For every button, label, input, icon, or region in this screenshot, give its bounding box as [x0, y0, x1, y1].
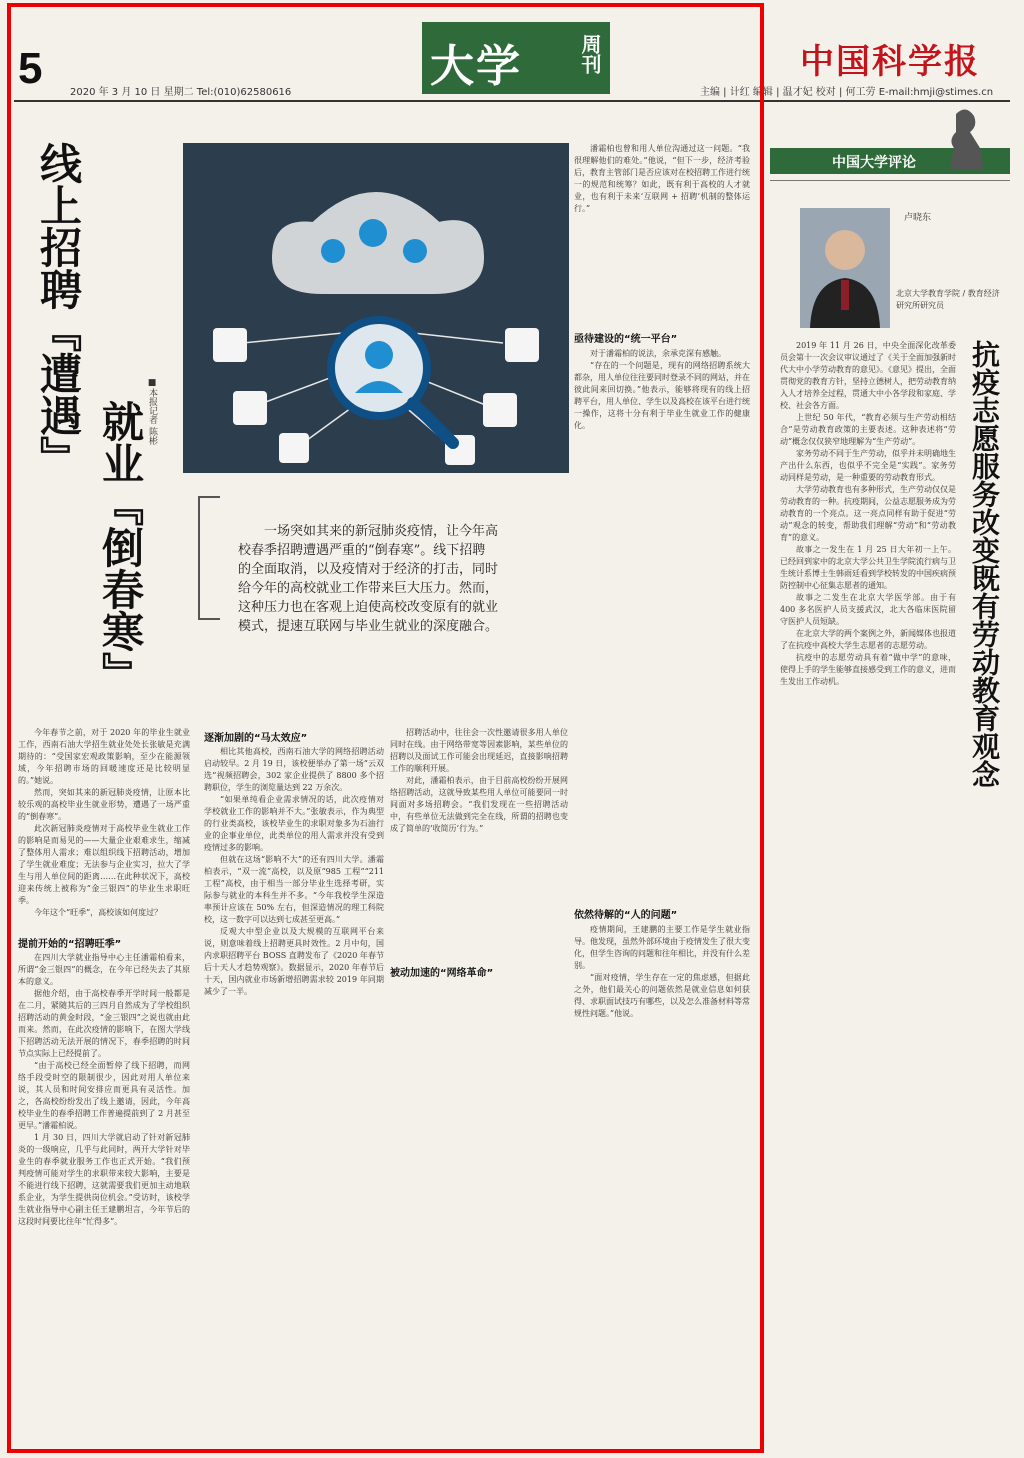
article-column-3: [574, 143, 750, 323]
sidebar-headline: 抗疫志愿服务改变既有劳动教育观念: [968, 340, 1001, 788]
article-column-3b: [574, 348, 750, 898]
page-number: 5: [18, 44, 43, 93]
paragraph: 1 月 30 日，四川大学就启动了针对新冠肺炎的一级响应，几乎与此同时，两开大学针对毕业生的春季就业服务工作也正式开始。“我们预判疫情可能对学生的求职带来较大影响，主要是不能进行线下招聘，这就需要我们更加主动地联系企业，为学生提供岗位机会。”受访时，该校学生就业指导中心副主任王建鹏坦言，今年节后的这段时间要比往年“忙得多”。: [18, 1133, 190, 1226]
article-column-2b: [390, 727, 568, 957]
paragraph: “如果单纯看企业需求情况的话，此次疫情对学校就业工作的影响并不大。”张敏表示，作为典型的行业类高校，该校毕业生的求职对象多为石油行业的企事业单位，此类单位的用人需求并没有受到疫情过多的影响。: [204, 795, 384, 852]
sidebar-body: [780, 340, 956, 1442]
paragraph: 2019 年 11 月 26 日，中央全面深化改革委员会第十一次会议审议通过了《关于全面加强新时代大中小学劳动教育的意见》。《意见》提出，全面贯彻党的教育方针，坚持立德树人，把劳动教育纳入人才培养全过程，贯通大中小各学段和家庭、学校、社会各方面。: [780, 341, 956, 410]
paragraph: 在北京大学的两个案例之外，新闻媒体也报道了在抗疫中高校大学生志愿者的志愿劳动。: [780, 629, 956, 650]
thinker-statue-icon: [936, 104, 996, 174]
subheading: 逐渐加剧的“马太效应”: [204, 733, 308, 744]
paragraph: 今年春节之前，对于 2020 年的毕业生就业工作，西南石油大学招生就业处处长张敏是充满期待的：“受国家宏观政策影响，至少在能源领域，今年招聘市场的回暖速度还是比较明显的。”她说。: [18, 728, 190, 785]
paragraph: 抗疫中的志愿劳动具有着“做中学”的意味，使得上手的学生能够直接感受到工作的意义，进而生发出工作动机。: [780, 653, 956, 686]
column-title: 中国大学评论: [832, 155, 916, 171]
byline: ■本报记者 陈彬: [147, 378, 157, 445]
paragraph: 据他介绍，由于高校春季开学时间一般都是在二月，紧随其后的三四月自然成为了学校组织招聘活动的黄金时段，“金三银四”之说也就由此而来。然而，在此次疫情的影响下，在图大学线下招聘活动无法开展的情况下，春季招聘的时间节点实际上已经提前了。: [18, 989, 190, 1058]
subheading: 亟待建设的“统一平台”: [574, 334, 678, 345]
sidebar-rule: [770, 180, 1010, 181]
article-column-1b: [18, 952, 190, 1442]
lead-paragraph: 一场突如其来的新冠肺炎疫情，让今年高校春季招聘遭遇严重的“倒春寒”。线下招聘的全面取消，以及疫情对于经济的打击，同时给今年的高校就业工作带来巨大压力。然而，这种压力也在客观上迫使高校改变原有的就业模式，提速互联网与毕业生就业的深度融合。: [238, 524, 499, 634]
paragraph: 大学劳动教育也有多种形式，生产劳动仅仅是劳动教育的一种。抗疫期间，公益志愿服务成为劳动教育的一个亮点。这一亮点同样有助于促进“劳动”观念的转变，帮助我们理解“劳动”和“劳动教育”的意义。: [780, 485, 956, 542]
paragraph: 故事之二发生在北京大学医学部。由于有 400 多名医护人员支援武汉，北大各临床医院留守医护人员短缺。: [780, 593, 956, 626]
paragraph: 今年这个“旺季”，高校该如何度过？: [34, 908, 163, 917]
paragraph: “面对疫情，学生存在一定的焦虑感，但据此之外，他们最关心的问题依然是就业信息如何获得、求职面试技巧有哪些，以及怎么准备材料等常规性问题。”他说。: [574, 973, 750, 1018]
article-column-2: [204, 746, 384, 1442]
author-photo: [800, 208, 890, 328]
paragraph: 疫情期间，王建鹏的主要工作是学生就业指导。他发现，虽然外部环境由于疫情发生了很大变化，但学生咨询的问题和往年相比，并没有什么差别。: [574, 925, 750, 970]
date-line: 2020 年 3 月 10 日 星期二 Tel:(010)62580616: [70, 87, 292, 98]
paragraph: 上世纪 50 年代，“教育必须与生产劳动相结合”是劳动教育政策的主要表述。这种表述将“劳动”概念仅仅狭窄地理解为“生产劳动”。: [780, 413, 956, 446]
recruitment-illustration: [183, 143, 569, 473]
paragraph: 在四川大学就业指导中心主任潘霜柏看来，所谓“金三银四”的概念，在今年已经失去了其原本的意义。: [18, 953, 190, 986]
paragraph: 相比其他高校，西南石油大学的网络招聘活动启动较早。2 月 19 日，该校便举办了第一场“云双选”视频招聘会，302 家企业提供了 8800 多个招聘职位，学生的浏览量达到 22 万余次。: [204, 747, 384, 792]
editor-line: 主编 | 计红 编辑 | 温才妃 校对 | 何工劳 E-mail:hmji@stimes.cn: [700, 87, 994, 98]
paragraph: 招聘活动中，往往会一次性邀请很多用人单位同时在线。由于网络带宽等因素影响，某些单位的招聘以及面试工作可能会出现延迟，直接影响招聘工作的顺利开展。: [390, 728, 568, 773]
paragraph: “由于高校已经全面暂停了线下招聘，而网络手段受时空的限制很少，因此对用人单位来说，其人员和时间安排应而更具有灵活性。加之，各高校纷纷发出了线上邀请，因此，今年高校毕业生的春季招聘工作普遍提前到了 2 月甚至更早。”潘霜柏说。: [18, 1061, 190, 1130]
paragraph: “存在的一个问题是，现有的网络招聘系统大都杂，用人单位往往要同时登录不同的网站，并在彼此间来回切换。”他表示，能够将现有的线上招聘平台，用人单位、学生以及高校在该平台进行统一操作，这将十分有利于毕业生就业工作的健康化。: [574, 361, 750, 430]
author-affiliation: 北京大学教育学院 / 教育经济研究所研究员: [896, 289, 1000, 310]
paragraph: 对此，潘霜柏表示，由于目前高校纷纷开展网络招聘活动，这就导致某些用人单位可能要同一时间面对多场招聘会。“我们发现在一些招聘活动中，有些单位无法做到完全在线，所谓的招聘也变成了简单的‘收简历’行为。”: [390, 776, 568, 833]
paragraph: 反观大中型企业以及大规模的互联网平台来说，则意味着线上招聘更具时效性。2 月中旬，国内求职招聘平台 BOSS 直聘发布了《2020 年春节后十天人才趋势观察》。数据显示，2020 年春节后十天，国内就业市场新增招聘需求较 2019 年同期减少了一半。: [204, 927, 384, 996]
article-column-1: [18, 727, 190, 927]
paragraph: 但就在这场“影响不大”的还有四川大学。潘霜柏表示，“双一流”高校，以及原“985 工程”“211 工程”高校，由于相当一部分毕业生选择考研，实际参与就业的本科生并不多。“今年我校学生深造率预计应该在 50% 左右，但深造情况的理工科院校，这一数字可以达到七成甚至更高。”: [204, 855, 384, 924]
paragraph: 然而，突如其来的新冠肺炎疫情，让原本比较乐观的高校毕业生就业形势，遭遇了一场严重的“倒春寒”。: [18, 788, 190, 821]
paper-logo: 中国科学报: [800, 42, 980, 82]
paragraph: 对于潘霜柏的说法，余承克深有感触。: [590, 349, 726, 358]
subheading: 提前开始的“招聘旺季”: [18, 939, 122, 950]
paragraph: 故事之一发生在 1 月 25 日大年初一上午。已经回到家中的北京大学公共卫生学院流行病与卫生统计系博士生韩雨廷看到学校转发的中国疾病预防控制中心征集志愿者的通知。: [780, 545, 956, 590]
paragraph: 此次新冠肺炎疫情对于高校毕业生就业工作的影响是而易见的——大量企业艰难求生，缩减了整体用人需求；难以组织线下招聘活动，增加了学生就业难度；无法参与企业实习，拉大了学生与用人单位间的距离……在此种状况下，高校迎来传统上被称为“金三银四”的毕业生求职旺季。: [18, 824, 190, 905]
paragraph: 家务劳动不同于生产劳动，似乎并未明确地生产出什么东西，也似乎不完全是“实践”。家务劳动同样是劳动，是一种重要的劳动教育形式。: [780, 449, 956, 482]
author-name: 卢晓东: [904, 213, 932, 223]
main-headline-line1: 线上招聘『遭遇』: [34, 142, 83, 478]
paragraph: 潘霜柏也曾和用人单位沟通过这一问题。“我很理解他们的难处。”他说，“但下一步，经济考验后，教育主管部门是否应该对在校招聘工作进行统一的规范和统筹？如此，既有利于高校的人才就业，也有利于未来‘互联网 + 招聘’机制的整体运行。”: [574, 144, 750, 213]
subheading: 依然待解的“人的问题”: [574, 910, 678, 921]
lead-bracket: [198, 496, 220, 620]
magnifier-network-icon: [183, 143, 569, 473]
subheading: 被动加速的“网络革命”: [390, 968, 494, 979]
header-rule: [14, 100, 1010, 102]
section-title: 大学: [430, 41, 522, 92]
article-column-3c: [574, 924, 750, 1442]
section-subtitle: 周刊: [578, 34, 602, 74]
main-headline-line2: 就业『倒春寒』: [96, 400, 145, 694]
